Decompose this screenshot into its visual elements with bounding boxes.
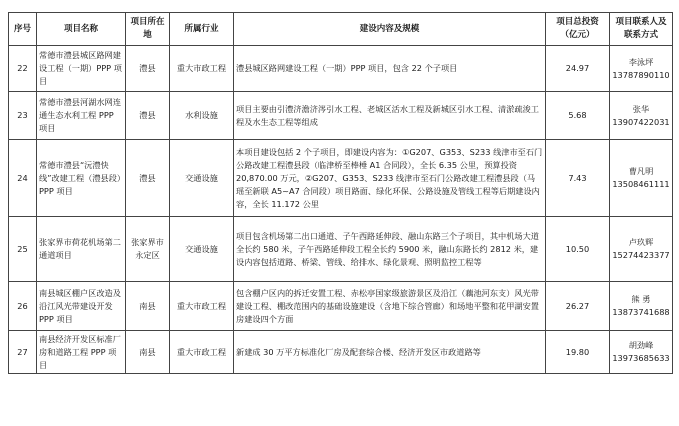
- table-row: [9, 331, 673, 374]
- cell-location: 南县: [126, 331, 170, 374]
- header-investment: 项目总投资（亿元）: [546, 13, 610, 46]
- cell-investment: 24.97: [546, 46, 610, 92]
- header-location: 项目所在地: [126, 13, 170, 46]
- cell-name: 张家界市荷花机场第二通道项目: [37, 217, 126, 282]
- header-row: [9, 13, 673, 46]
- cell-industry: 重大市政工程: [170, 331, 234, 374]
- contact-phone: 13973685633: [612, 353, 670, 363]
- contact-phone: 13873741688: [612, 307, 670, 317]
- cell-content: 项目包含机场第二出口通道、子午西路延伸段、融山东路三个子项目，其中机场大道全长约 580 米，子午西路延伸段工程全长约 5900 米，融山东路长约 2812 米，建设内容包括道路、桥梁、管线、给排水、绿化景观、照明监控工程等: [234, 217, 546, 282]
- contact-name: 李泳坪: [628, 56, 654, 67]
- contact-phone: 13787890110: [612, 69, 670, 80]
- cell-no: 27: [9, 331, 37, 374]
- cell-location: 南县: [126, 282, 170, 331]
- cell-content: 包含棚户区内的拆迁安置工程、赤松亭国家级旅游景区及沿江（藕池河东支）风光带建设工程、棚改范围内的基础设施建设（含地下综合管廊）和场地平整和花甲湖安置房建设四个方面: [234, 282, 546, 331]
- cell-contact: [610, 282, 673, 331]
- cell-location: 张家界市永定区: [126, 217, 170, 282]
- cell-contact: [610, 140, 673, 217]
- cell-contact: [610, 46, 673, 92]
- header-contact: 项目联系人及联系方式: [610, 13, 673, 46]
- cell-location: 澧县: [126, 46, 170, 92]
- cell-location: 澧县: [126, 92, 170, 140]
- table-row: [9, 92, 673, 140]
- contact-name: 胡劲峰: [628, 340, 654, 350]
- cell-content: 澧县城区路网建设工程（一期）PPP 项目，包含 22 个子项目: [234, 46, 546, 92]
- header-content: 建设内容及规模: [234, 13, 546, 46]
- header-no: 序号: [9, 13, 37, 46]
- cell-no: 24: [9, 140, 37, 217]
- cell-investment: 5.68: [546, 92, 610, 140]
- table-row: [9, 46, 673, 92]
- contact-name: 曹凡明: [628, 166, 654, 176]
- table-row: [9, 217, 673, 282]
- cell-name: 常德市澧县“沅澧快线”改建工程（澧县段）PPP 项目: [37, 140, 126, 217]
- cell-name: 常德市澧县河湖水网连通生态水利工程 PPP 项目: [37, 92, 126, 140]
- cell-content: 本项目建设包括 2 个子项目，即建设内容为：①G207、G353、S233 线津市至石门公路改建工程澧县段（临津桥至棒棰 A1 合同段），全长 6.35 公里，预算投资 20,870.00 万元，②G207、G353、S233 线津市至石门公路改建工程澧县段（马瑶至新联 A5~A7 合同段）项目路面、绿化环保、公路设施及管线工程等后期建设内容，全长 11.172 公里: [234, 140, 546, 217]
- table-row: [9, 140, 673, 217]
- header-industry: 所属行业: [170, 13, 234, 46]
- cell-contact: [610, 217, 673, 282]
- cell-no: 26: [9, 282, 37, 331]
- cell-location: 澧县: [126, 140, 170, 217]
- cell-industry: 重大市政工程: [170, 46, 234, 92]
- cell-industry: 水利设施: [170, 92, 234, 140]
- cell-investment: 7.43: [546, 140, 610, 217]
- cell-name: 南县城区棚户区改造及沿江风光带建设开发 PPP 项目: [37, 282, 126, 331]
- contact-name: 卢玖辉: [628, 237, 654, 247]
- cell-content: 项目主要由引澧济澹济涔引水工程、老城区活水工程及新城区引水工程、清淤疏浚工程及水生态工程等组成: [234, 92, 546, 140]
- cell-no: 22: [9, 46, 37, 92]
- cell-content: 新建成 30 万平方标准化厂房及配套综合楼、经济开发区市政道路等: [234, 331, 546, 374]
- cell-investment: 10.50: [546, 217, 610, 282]
- cell-industry: 交通设施: [170, 140, 234, 217]
- contact-phone: 13508461111: [612, 179, 670, 189]
- cell-name: 常德市澧县城区路网建设工程（一期）PPP 项目: [37, 46, 126, 92]
- project-table: [8, 12, 673, 374]
- cell-no: 23: [9, 92, 37, 140]
- cell-investment: 26.27: [546, 282, 610, 331]
- contact-name: 张华: [632, 103, 650, 114]
- cell-industry: 交通设施: [170, 217, 234, 282]
- cell-name: 南县经济开发区标准厂房和道路工程 PPP 项目: [37, 331, 126, 374]
- cell-no: 25: [9, 217, 37, 282]
- cell-contact: [610, 331, 673, 374]
- contact-phone: 15274423377: [612, 250, 670, 260]
- table-row: [9, 282, 673, 331]
- cell-contact: [610, 92, 673, 140]
- contact-name: 熊 勇: [631, 294, 651, 304]
- cell-industry: 重大市政工程: [170, 282, 234, 331]
- contact-phone: 13907422031: [612, 116, 670, 127]
- cell-investment: 19.80: [546, 331, 610, 374]
- header-name: 项目名称: [37, 13, 126, 46]
